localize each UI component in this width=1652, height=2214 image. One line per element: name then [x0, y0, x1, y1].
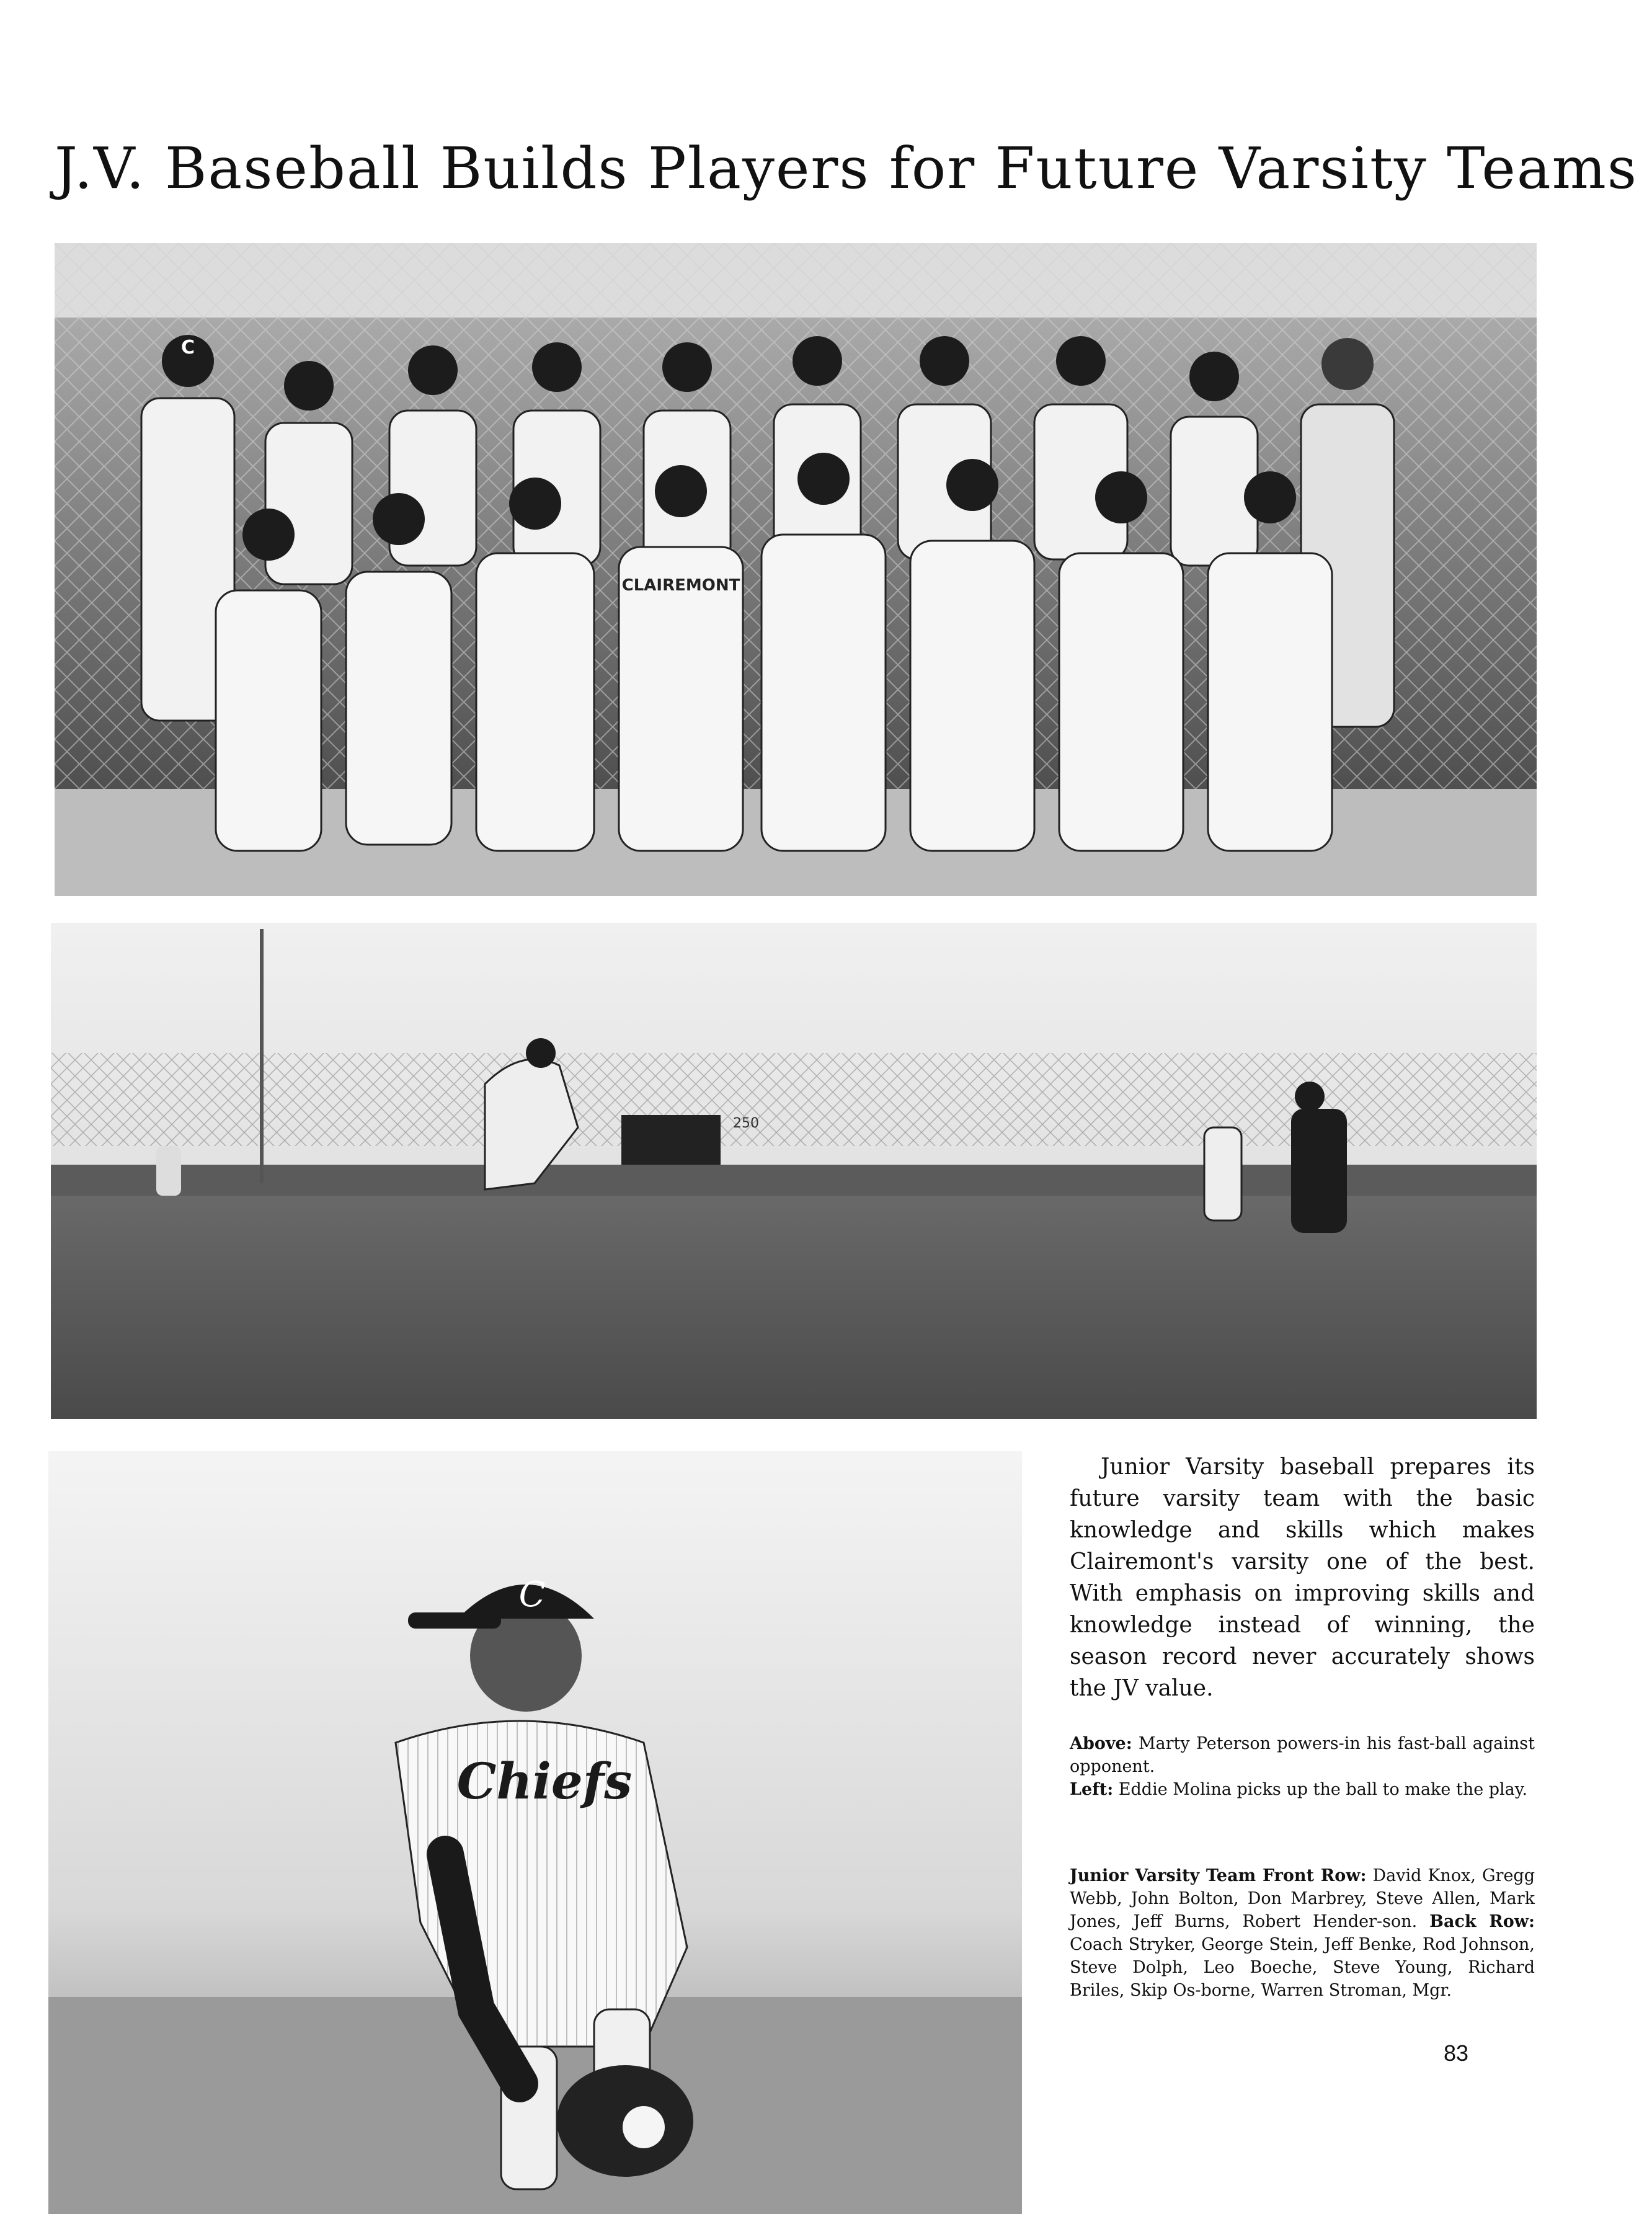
team-photo: [55, 243, 1537, 896]
fielder-photo: [48, 1451, 1022, 2214]
fielder-jersey-text: Chiefs: [456, 1752, 633, 1810]
action-captions: [1070, 1732, 1535, 1801]
fielder-cap-letter: C: [518, 1575, 546, 1615]
team-cap-letter: C: [180, 337, 195, 358]
caption-left-text: Eddie Molina picks up the ball to make the play.: [1118, 1780, 1528, 1799]
roster-front-label: Junior Varsity Team Front Row:: [1070, 1866, 1367, 1885]
caption-above-label: Above:: [1070, 1734, 1132, 1753]
team-roster-caption: [1070, 1864, 1535, 2002]
scoreboard-number: 250: [733, 1116, 759, 1131]
page-title: J.V. Baseball Builds Players for Future Varsity Teams: [55, 135, 1638, 202]
page-number: 83: [1444, 2040, 1469, 2066]
roster-back-label: Back Row:: [1429, 1912, 1535, 1931]
pitcher-photo: [51, 923, 1537, 1419]
body-paragraph: Junior Varsity baseball prepares its future varsity team with the basic knowledge and skills which makes Clairemont's varsity one of the best. With emphasis on improving skills and knowledge instead of winning, the season record never accurately shows the JV value.: [1070, 1454, 1535, 1701]
roster-back-text: Coach Stryker, George Stein, Jeff Benke, Rod Johnson, Steve Dolph, Leo Boeche, Steve Young, Richard Briles, Skip Os-borne, Warren Stroman, Mgr.: [1070, 1935, 1535, 2000]
caption-above-text: Marty Peterson powers-in his fast-ball against opponent.: [1070, 1734, 1535, 1776]
caption-left-label: Left:: [1070, 1780, 1114, 1799]
team-jersey-text: CLAIREMONT: [621, 576, 740, 595]
roster-front-text: David Knox, Gregg Webb, John Bolton, Don Marbrey, Steve Allen, Mark Jones, Jeff Burns, Robert Hender-son.: [1070, 1866, 1535, 1931]
